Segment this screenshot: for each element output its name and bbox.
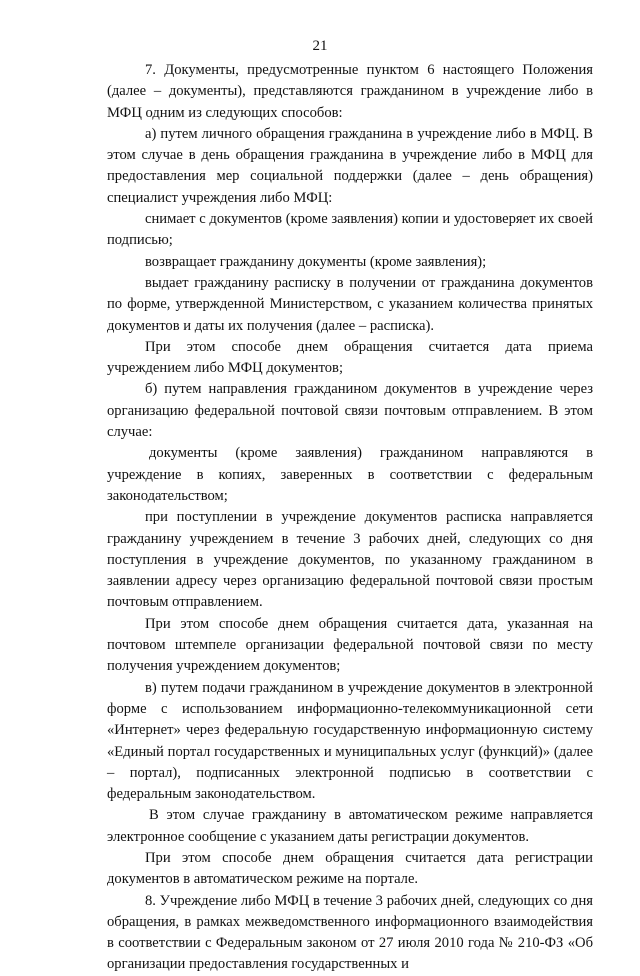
paragraph: При этом способе днем обращения считается дата, указанная на почтовом штемпеле организации федеральной почтовой связи по месту получения учреждением документов; [107, 615, 593, 675]
paragraph: 8. Учреждение либо МФЦ в течение 3 рабочих дней, следующих со дня обращения, в рамках межведомственного информационного взаимодействия в соответствии с Федеральным законом от 27 июля 2010 года № 210-ФЗ «Об организации предоставления государственных и [107, 892, 593, 973]
document-body [107, 60, 593, 976]
paragraph: снимает с документов (кроме заявления) копии и удостоверяет их своей подписью; [107, 211, 593, 249]
paragraph: 7. Документы, предусмотренные пунктом 6 настоящего Положения (далее – документы), представляются гражданином в учреждение либо в МФЦ одним из следующих способов: [107, 62, 593, 121]
paragraph: В этом случае гражданину в автоматическом режиме направляется электронное сообщение с указанием даты регистрации документов. [107, 807, 593, 845]
paragraph: б) путем направления гражданином документов в учреждение через организацию федеральной почтовой связи почтовым отправлением. В этом случае: [107, 381, 593, 441]
paragraph: а) путем личного обращения гражданина в учреждение либо в МФЦ. В этом случае в день обращения гражданина в учреждение либо в МФЦ для предоставления мер социальной поддержки (далее – день обращения) специалист учреждения либо МФЦ: [107, 125, 593, 206]
paragraph: возвращает гражданину документы (кроме заявления); [145, 253, 487, 270]
page-number: 21 [312, 38, 328, 54]
paragraph: При этом способе днем обращения считается дата приема учреждением либо МФЦ документов; [107, 338, 593, 377]
paragraph: выдает гражданину расписку в получении от гражданина документов по форме, утвержденной Министерством, с указанием количества принятых документов и даты их получения (далее – расписка). [107, 274, 593, 334]
paragraph: документы (кроме заявления) гражданином направляются в учреждение в копиях, заверенных в соответствии с федеральным законодательством; [107, 445, 593, 504]
paragraph: в) путем подачи гражданином в учреждение документов в электронной форме с использованием информационно-телекоммуникационной сети «Интернет» через федеральную государственную информационную систему «Единый портал государственных и муниципальных услуг (функций)» (далее – портал), подписанных электронной подписью в соответствии с федеральным законодательством. [107, 679, 593, 803]
paragraph: при поступлении в учреждение документов расписка направляется гражданину учреждением в течение 3 рабочих дней, следующих со дня поступления в учреждение документов, по указанному гражданином в заявлении адресу через организацию федеральной почтовой связи простым почтовым отправлением. [107, 509, 593, 611]
paragraph: При этом способе днем обращения считается дата регистрации документов в автоматическом режиме на портале. [107, 849, 593, 888]
